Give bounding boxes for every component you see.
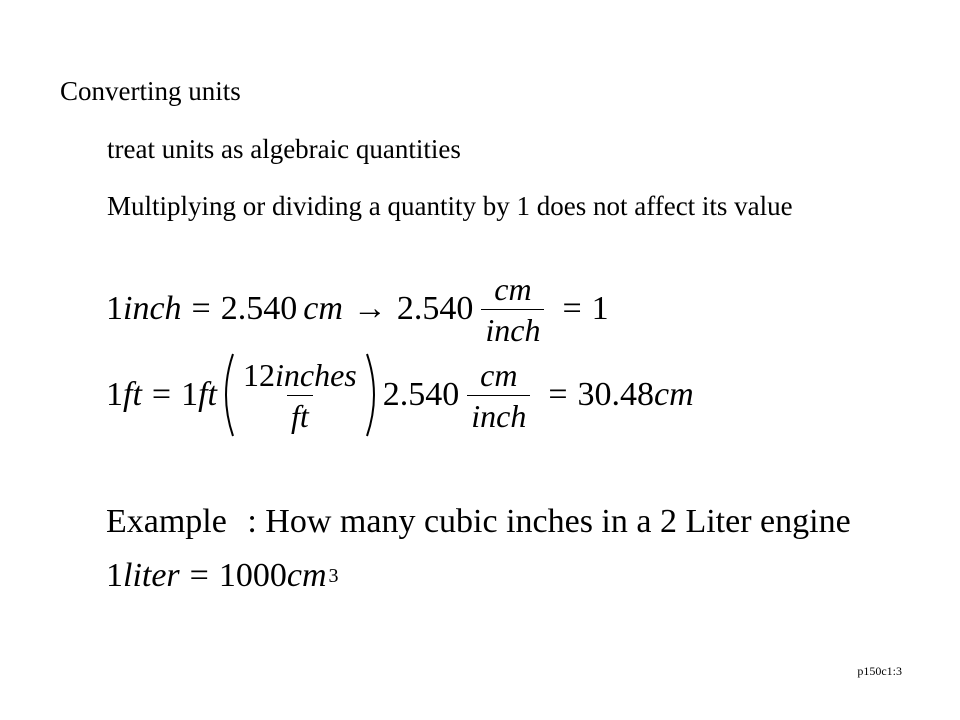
- example-text: How many cubic inches in a 2 Liter engine: [265, 503, 851, 540]
- eq3-value: 1000: [218, 557, 287, 594]
- eq2-paren-fraction: [239, 356, 361, 434]
- eq1-value: 2.540: [220, 290, 298, 327]
- eq2-result-value: 30.48: [577, 376, 655, 413]
- eq1-equals-2: =: [562, 290, 582, 327]
- eq2-factor: 2.540: [382, 376, 460, 413]
- eq2-frac-denominator: inch: [467, 395, 530, 432]
- eq3-lhs-unit: liter: [123, 557, 180, 594]
- eq1-frac-numerator: cm: [494, 270, 532, 307]
- eq1-fraction: [481, 270, 544, 348]
- eq1-factor: 2.540: [396, 290, 474, 327]
- eq3-unit: cm: [286, 557, 327, 594]
- example-colon: :: [247, 503, 257, 540]
- eq2-paren-num-value: 12: [243, 356, 275, 393]
- eq2-lhs-unit: ft: [123, 376, 142, 413]
- eq3-exponent: 3: [328, 565, 339, 587]
- eq2-rhs-number: 1: [181, 376, 199, 413]
- eq1-lhs-number: 1: [106, 290, 123, 327]
- eq1-result: 1: [591, 290, 609, 327]
- equation-ft-to-cm: [106, 352, 694, 438]
- eq2-paren-numerator: [239, 356, 361, 395]
- equation-liter-to-cm3: [106, 556, 339, 596]
- bullet-line-1: treat units as algebraic quantities: [107, 134, 461, 164]
- eq2-rhs-unit: ft: [198, 376, 217, 413]
- eq1-lhs-unit: inch: [123, 290, 182, 327]
- left-parenthesis-icon: [217, 352, 237, 438]
- eq2-fraction: [467, 356, 530, 434]
- eq2-equals-2: =: [548, 376, 568, 413]
- eq3-lhs-number: 1: [106, 557, 123, 594]
- slide-id-footer: p150c1:3: [857, 664, 902, 678]
- eq2-frac-numerator: cm: [480, 356, 518, 393]
- eq1-unit: cm: [303, 290, 343, 327]
- eq3-equals: =: [189, 557, 209, 594]
- eq2-equals: =: [151, 376, 172, 413]
- equation-inch-to-cm: [106, 270, 609, 348]
- eq1-frac-denominator: inch: [481, 309, 544, 346]
- eq2-paren-denominator: ft: [287, 395, 313, 432]
- eq2-paren-num-unit: inches: [275, 356, 357, 393]
- example-line: [106, 503, 851, 541]
- eq1-equals: =: [191, 290, 211, 327]
- example-label: Example: [106, 503, 227, 540]
- eq2-lhs-number: 1: [106, 376, 123, 413]
- bullet-line-2: Multiplying or dividing a quantity by 1 does not affect its value: [107, 191, 793, 221]
- eq1-arrow: →: [352, 290, 387, 327]
- eq2-result-unit: cm: [654, 376, 694, 413]
- slide-title: Converting units: [60, 76, 241, 106]
- right-parenthesis-icon: [363, 352, 383, 438]
